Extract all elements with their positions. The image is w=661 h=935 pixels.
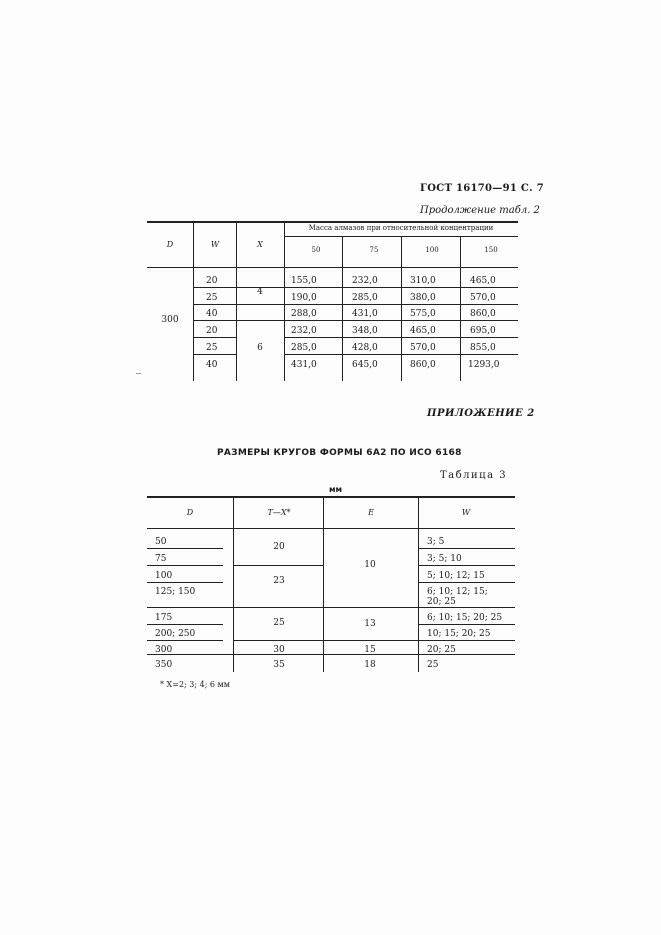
- table3-cell-w: 3; 5; 10: [427, 554, 462, 564]
- table2-row-rule: [193, 337, 236, 338]
- table3-header-e: E: [368, 508, 374, 517]
- table3-cell-t: 23: [273, 576, 285, 586]
- table2-cell: 695,0: [470, 326, 496, 336]
- table2-cell-w: 20: [206, 326, 218, 336]
- table3-cell-w: 25: [427, 660, 439, 670]
- table2-col-rule: [401, 236, 402, 381]
- table2-col-rule: [236, 221, 237, 381]
- table3-cell-w: 6; 10; 12; 15;: [427, 587, 488, 597]
- table2-cell: 465,0: [410, 326, 436, 336]
- table3-cell-e: 18: [364, 660, 376, 670]
- table2-group-header: Масса алмазов при относительной концентрации: [308, 224, 494, 232]
- appendix-label: ПРИЛОЖЕНИЕ 2: [427, 408, 535, 419]
- margin-mark: [136, 373, 141, 374]
- table2-col-rule: [193, 221, 194, 381]
- table3-label: Таблица 3: [440, 470, 508, 481]
- table3-row-rule: [323, 640, 418, 641]
- table3-header-rule: [147, 528, 515, 529]
- table2-header-rule: [147, 267, 518, 268]
- table2-x-value: 4: [257, 287, 263, 297]
- table3-cell-d: 50: [155, 537, 167, 547]
- table3-col-rule: [418, 496, 419, 672]
- table3-row-rule: [418, 640, 515, 641]
- table2-cell: 860,0: [470, 309, 496, 319]
- table2-cell: 190,0: [291, 293, 317, 303]
- table2-cell: 855,0: [470, 343, 496, 353]
- table2-cell: 285,0: [352, 293, 378, 303]
- table3-header-t: T—X*: [267, 508, 291, 517]
- table2-cell: 428,0: [352, 343, 378, 353]
- table3-cell-w: 5; 10; 12; 15: [427, 571, 485, 581]
- table2-cell: 570,0: [470, 293, 496, 303]
- table2-cell: 348,0: [352, 326, 378, 336]
- table3-unit: мм: [329, 485, 343, 494]
- table2-cell: 380,0: [410, 293, 436, 303]
- table2-cell: 288,0: [291, 309, 317, 319]
- table2-cell: 860,0: [410, 360, 436, 370]
- table2-cell-w: 40: [206, 309, 218, 319]
- table2-cell: 285,0: [291, 343, 317, 353]
- table3-cell-d: 200; 250: [155, 629, 196, 639]
- table2-cell-w: 40: [206, 360, 218, 370]
- table3-cell-d: 350: [155, 660, 173, 670]
- table3-row-rule: [147, 640, 223, 641]
- table3-header-d: D: [186, 508, 194, 517]
- table2-col-rule: [284, 221, 285, 381]
- table3-row-rule: [147, 582, 223, 583]
- table2-cell: 232,0: [291, 326, 317, 336]
- section-heading: РАЗМЕРЫ КРУГОВ ФОРМЫ 6А2 ПО ИСО 6168: [217, 448, 462, 458]
- table3-row-rule: [418, 548, 515, 549]
- table2-conc-50: 50: [311, 246, 321, 254]
- table3-row-rule: [147, 624, 223, 625]
- table2-header-d: D: [166, 240, 174, 249]
- table2-cell: 155,0: [291, 276, 317, 286]
- table3-cell-w: 3; 5: [427, 537, 445, 547]
- table3-row-rule: [147, 548, 223, 549]
- table3-cell-w: 10; 15; 20; 25: [427, 629, 491, 639]
- table3-row-rule: [418, 565, 515, 566]
- table3-row-rule: [418, 582, 515, 583]
- table2-row-rule: [193, 287, 518, 288]
- table2-cell: 575,0: [410, 309, 436, 319]
- table3-row-rule: [233, 565, 323, 566]
- table3-cell-d: 100: [155, 571, 173, 581]
- table3-cell-d: 75: [155, 554, 167, 564]
- table2-cell-w: 25: [206, 293, 218, 303]
- table3-footnote: * X=2; 3; 4; 6 мм: [160, 680, 231, 689]
- table2-cell-w: 25: [206, 343, 218, 353]
- table2-cell-w: 20: [206, 276, 218, 286]
- table2-cell: 431,0: [352, 309, 378, 319]
- table2-row-rule: [193, 354, 236, 355]
- table3-cell-e: 10: [364, 560, 376, 570]
- table3-row-rule: [147, 565, 223, 566]
- table3-cell-w: 20; 25: [427, 645, 456, 655]
- table3-header-w: W: [461, 508, 471, 517]
- table2-cell: 465,0: [470, 276, 496, 286]
- table3-top-rule: [147, 496, 515, 498]
- table3-cell-e: 13: [364, 619, 376, 629]
- table2-cell: 310,0: [410, 276, 436, 286]
- table2-cell: 232,0: [352, 276, 378, 286]
- table2-header-x: X: [257, 240, 263, 249]
- table2-conc-150: 150: [484, 246, 498, 254]
- table2-conc-75: 75: [369, 246, 379, 254]
- table3-cell-w: 20; 25: [427, 597, 456, 607]
- table3-cell-t: 20: [273, 542, 285, 552]
- table2-x-value: 6: [257, 343, 263, 353]
- table2-cell: 431,0: [291, 360, 317, 370]
- table3-row-rule: [233, 640, 323, 641]
- table2-top-rule: [147, 221, 518, 223]
- table3-row-rule: [147, 607, 515, 608]
- table2-header-w: W: [210, 240, 220, 249]
- table3-cell-t: 30: [273, 645, 285, 655]
- table3-row-rule: [418, 624, 515, 625]
- page-header: ГОСТ 16170—91 С. 7: [420, 183, 544, 194]
- table2-row-rule: [193, 304, 518, 305]
- table2-cell: 570,0: [410, 343, 436, 353]
- table3-cell-d: 125; 150: [155, 587, 196, 597]
- table3-col-rule: [233, 496, 234, 672]
- table2-conc-100: 100: [425, 246, 439, 254]
- table3-row-rule: [147, 654, 515, 655]
- table3-cell-w: 6; 10; 15; 20; 25: [427, 613, 503, 623]
- table3-cell-t: 35: [273, 660, 285, 670]
- table3-cell-t: 25: [273, 618, 285, 628]
- table2-cell: 1293,0: [468, 360, 500, 370]
- table2-col-rule: [460, 236, 461, 381]
- table2-cell: 645,0: [352, 360, 378, 370]
- table2-row-rule: [193, 320, 518, 321]
- table3-cell-d: 300: [155, 645, 173, 655]
- table2-col-rule: [342, 236, 343, 381]
- table3-cell-e: 15: [364, 645, 376, 655]
- table3-cell-d: 175: [155, 613, 173, 623]
- table2-d-value: 300: [161, 315, 179, 325]
- table3-col-rule: [323, 496, 324, 672]
- table2-continuation-label: Продолжение табл. 2: [420, 205, 540, 216]
